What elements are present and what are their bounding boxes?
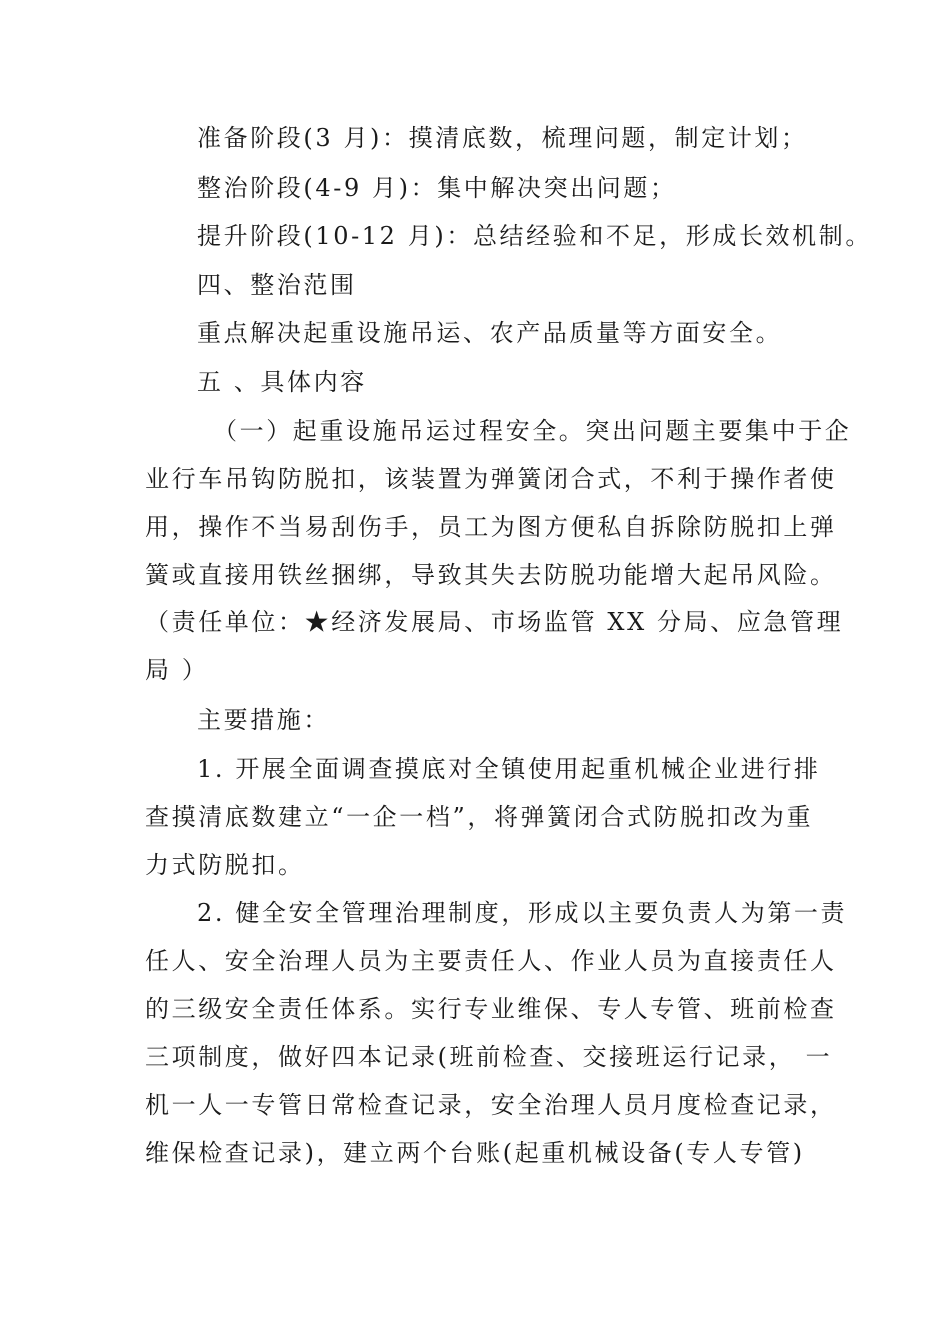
stage-rectification: 整治阶段(4-9 月)：集中解决突出问题； [197, 174, 677, 202]
section-scope-body: 重点解决起重设施吊运、农产品质量等方面安全。 [197, 319, 783, 347]
item1-line: 用，操作不当易刮伤手，员工为图方便私自拆除防脱扣上弹 [145, 513, 837, 541]
stage-preparation: 准备阶段(3 月)：摸清底数，梳理问题，制定计划； [197, 124, 808, 152]
measure2-line: 的三级安全责任体系。实行专业维保、专人专管、班前检查 [145, 995, 837, 1023]
measure2-line: 维保检查记录)，建立两个台账(起重机械设备(专人专管) [145, 1139, 805, 1167]
measure2-line: 机一人一专管日常检查记录，安全治理人员月度检查记录， [145, 1091, 837, 1119]
measure1-line: 1. 开展全面调查摸底对全镇使用起重机械企业进行排 [197, 755, 821, 783]
measure2-line: 任人、安全治理人员为主要责任人、作业人员为直接责任人 [145, 947, 837, 975]
measures-heading: 主要措施： [197, 706, 330, 734]
item1-line: 局 ） [145, 656, 209, 684]
measure1-line: 查摸清底数建立“一企一档”，将弹簧闭合式防脱扣改为重 [145, 803, 814, 831]
item1-line: （一）起重设施吊运过程安全。突出问题主要集中于企 [213, 417, 852, 445]
stage-improvement: 提升阶段(10-12 月)：总结经验和不足，形成长效机制。 [197, 222, 872, 250]
item1-line: 业行车吊钩防脱扣，该装置为弹簧闭合式，不利于操作者使 [145, 465, 837, 493]
item1-line: 簧或直接用铁丝捆绑，导致其失去防脱功能增大起吊风险。 [145, 561, 837, 589]
measure2-line: 三项制度，做好四本记录(班前检查、交接班运行记录， 一 [145, 1043, 833, 1071]
section-heading-content: 五 、具体内容 [197, 368, 367, 396]
measure1-line: 力式防脱扣。 [145, 851, 305, 879]
measure2-line: 2. 健全安全管理治理制度，形成以主要负责人为第一责 [197, 899, 848, 927]
item1-line: （责任单位：★经济发展局、市场监管 XX 分局、应急管理 [145, 608, 844, 636]
section-heading-scope: 四、整治范围 [197, 271, 357, 299]
